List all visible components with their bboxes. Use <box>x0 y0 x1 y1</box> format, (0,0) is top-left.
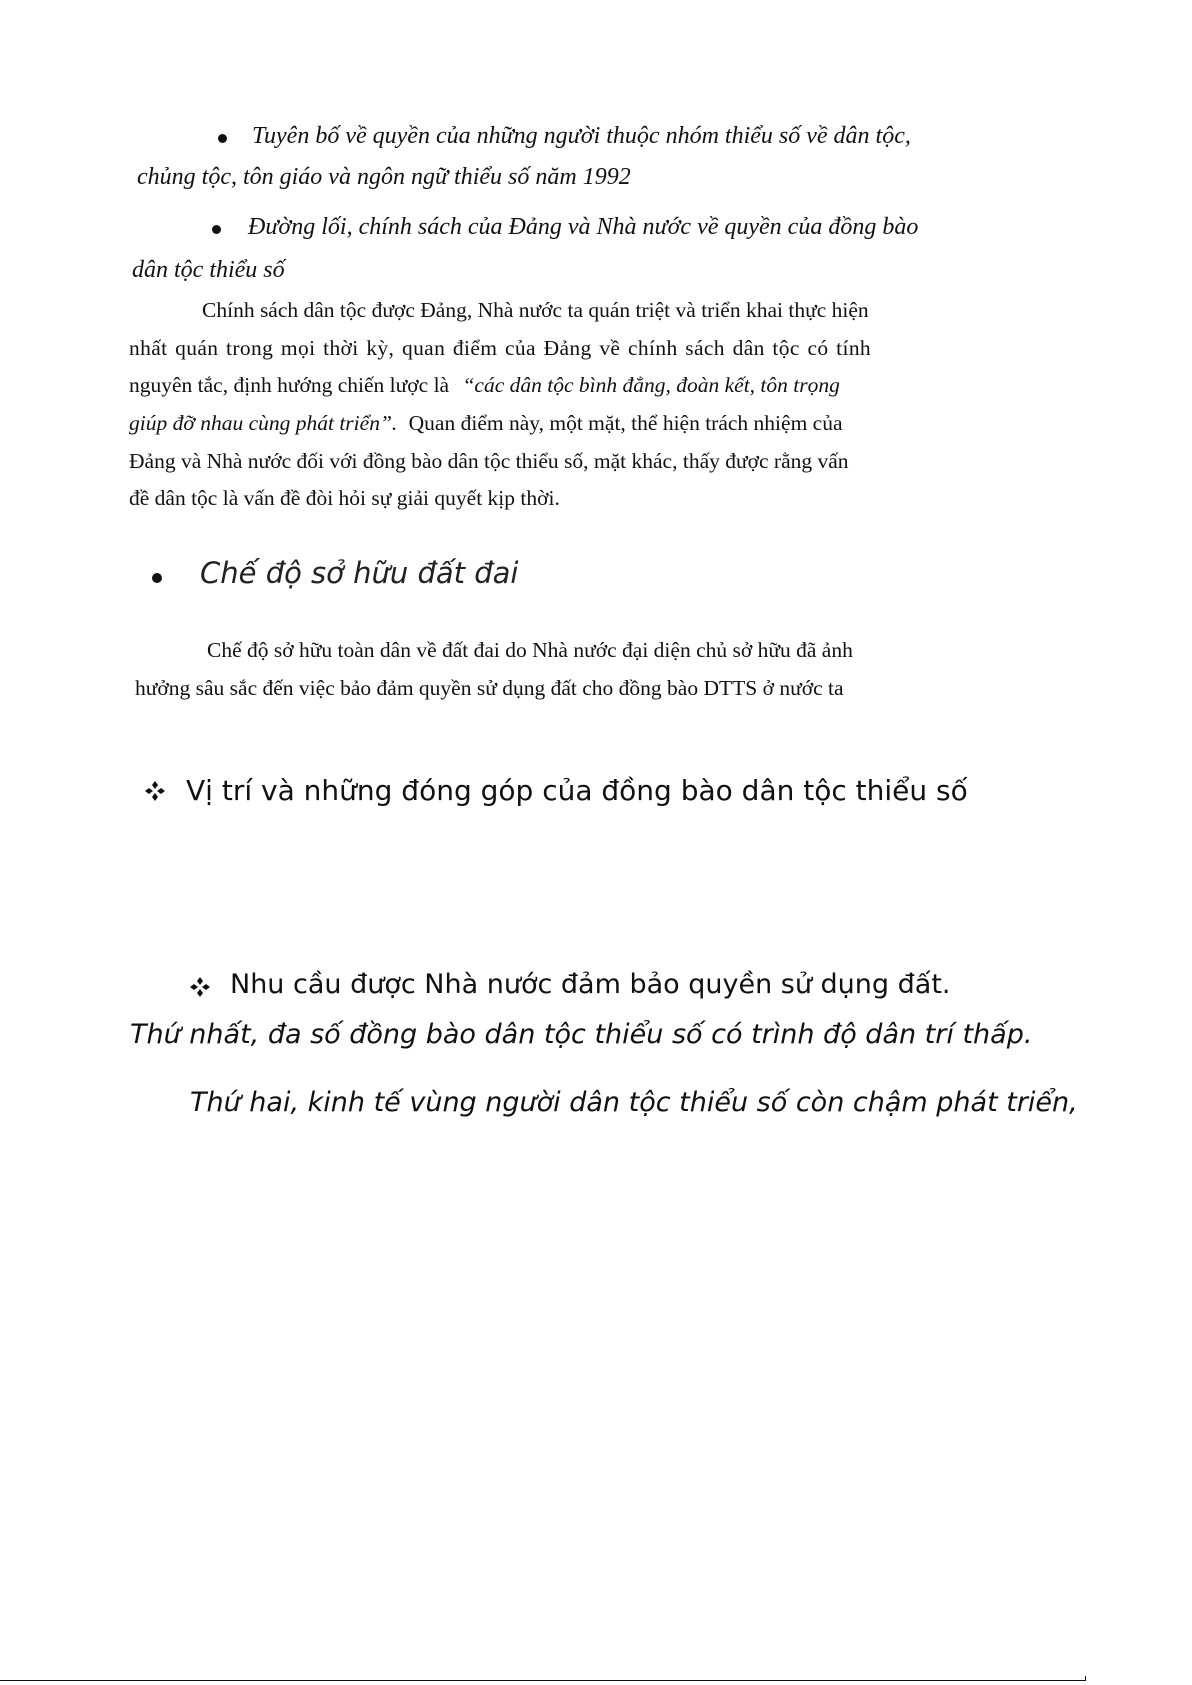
page-bottom-rule <box>0 1680 1085 1681</box>
bullet-dot <box>152 573 162 583</box>
section-heading-needs: Nhu cầu được Nhà nước đảm bảo quyền sử dụng đất. <box>230 969 951 1000</box>
bullet-item-2-line-2: dân tộc thiểu số <box>132 257 285 283</box>
bullet-item-2-line-1: Đường lối, chính sách của Đảng và Nhà nước về quyền của đồng bào <box>248 214 919 240</box>
paragraph-line: đề dân tộc là vấn đề đòi hỏi sự giải quyết kịp thời. <box>129 486 560 510</box>
paragraph-line-mixed <box>129 411 843 436</box>
paragraph-line: Đảng và Nhà nước đối với đồng bào dân tộc thiểu số, mặt khác, thấy được rằng vấn <box>129 449 849 473</box>
page-bottom-tick <box>1085 1676 1086 1681</box>
paragraph-plain-text: nguyên tắc, định hướng chiến lược là <box>129 373 450 397</box>
diamond-bullet-icon <box>190 977 210 997</box>
paragraph-line: Chế độ sở hữu toàn dân về đất đai do Nhà nước đại diện chủ sở hữu đã ảnh <box>207 638 853 662</box>
paragraph-plain-text: Quan điểm này, một mặt, thể hiện trách nhiệm của <box>408 411 843 435</box>
bullet-dot <box>218 134 227 143</box>
bullet-dot <box>212 225 221 234</box>
paragraph-line: Chính sách dân tộc được Đảng, Nhà nước ta quán triệt và triển khai thực hiện <box>202 298 869 322</box>
bullet-item-1-line-1: Tuyên bố về quyền của những người thuộc nhóm thiểu số về dân tộc, <box>252 123 911 149</box>
paragraph-line: hưởng sâu sắc đến việc bảo đảm quyền sử dụng đất cho đồng bào DTTS ở nước ta <box>135 676 844 700</box>
needs-first-point: Thứ nhất, đa số đồng bào dân tộc thiểu số có trình độ dân trí thấp. <box>130 1019 1033 1050</box>
section-heading-position: Vị trí và những đóng góp của đồng bào dân tộc thiểu số <box>186 774 968 807</box>
needs-second-point: Thứ hai, kinh tế vùng người dân tộc thiểu số còn chậm phát triển, <box>190 1087 1078 1118</box>
bullet-item-1-line-2: chủng tộc, tôn giáo và ngôn ngữ thiểu số năm 1992 <box>137 164 631 190</box>
paragraph-line: nhất quán trong mọi thời kỳ, quan điểm của Đảng về chính sách dân tộc có tính <box>129 336 872 360</box>
section-heading-land: Chế độ sở hữu đất đai <box>200 556 519 590</box>
paragraph-quote: “các dân tộc bình đẳng, đoàn kết, tôn trọng <box>462 373 840 397</box>
paragraph-line-mixed <box>129 373 840 398</box>
diamond-bullet-icon <box>145 781 165 801</box>
paragraph-quote: giúp đỡ nhau cùng phát triển”. <box>129 411 398 435</box>
